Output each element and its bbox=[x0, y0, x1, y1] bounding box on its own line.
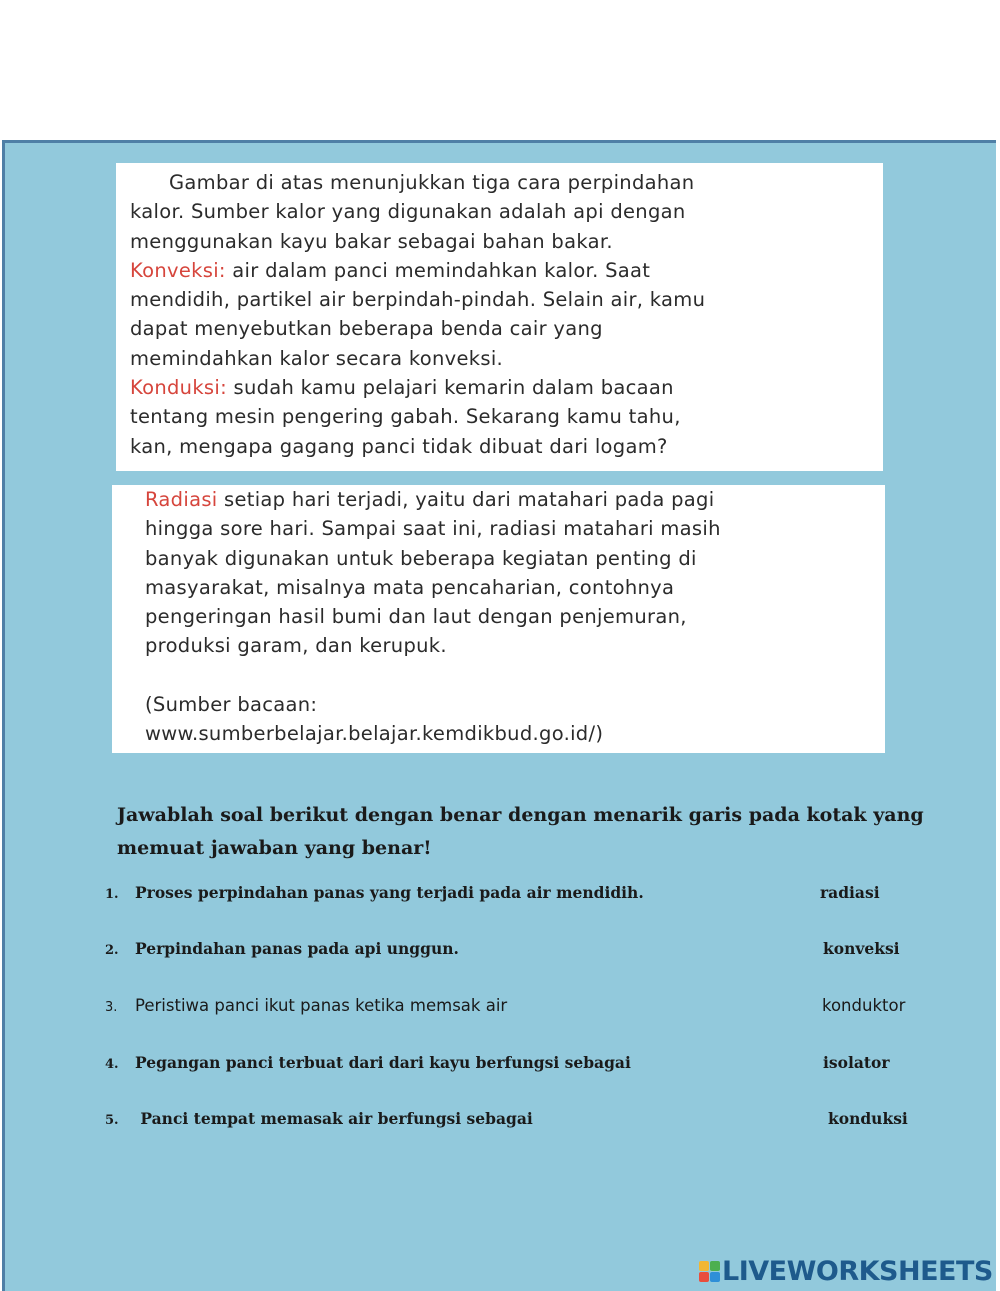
answer-radiasi[interactable]: radiasi bbox=[820, 883, 880, 902]
logo-icon bbox=[699, 1261, 720, 1282]
reading-line: Konduksi: sudah kamu pelajari kemarin dalam bacaan bbox=[130, 376, 674, 400]
term-konduksi: Konduksi: bbox=[130, 376, 227, 400]
reading-line: produksi garam, dan kerupuk. bbox=[145, 634, 447, 658]
question-2: 2. Perpindahan panas pada api unggun. bbox=[105, 939, 459, 958]
reading-box-1 bbox=[116, 163, 883, 471]
logo-text: LIVEWORKSHEETS bbox=[722, 1255, 993, 1287]
reading-line: hingga sore hari. Sampai saat ini, radiasi matahari masih bbox=[145, 517, 721, 541]
reading-line: tentang mesin pengering gabah. Sekarang kamu tahu, bbox=[130, 405, 681, 429]
reading-line: dapat menyebutkan beberapa benda cair yang bbox=[130, 317, 603, 341]
reading-line: menggunakan kayu bakar sebagai bahan bakar. bbox=[130, 229, 613, 253]
answer-isolator[interactable]: isolator bbox=[823, 1053, 890, 1072]
reading-line: banyak digunakan untuk beberapa kegiatan penting di bbox=[145, 546, 697, 570]
answer-konduktor[interactable]: konduktor bbox=[822, 996, 906, 1015]
reading-line: kan, mengapa gagang panci tidak dibuat dari logam? bbox=[130, 434, 668, 458]
source-url: www.sumberbelajar.belajar.kemdikbud.go.id/) bbox=[145, 722, 604, 746]
question-3: 3. Peristiwa panci ikut panas ketika memsak air bbox=[105, 996, 508, 1015]
answer-konveksi[interactable]: konveksi bbox=[823, 939, 900, 958]
reading-line: Konveksi: air dalam panci memindahkan kalor. Saat bbox=[130, 258, 651, 282]
liveworksheets-logo bbox=[699, 1256, 993, 1286]
question-4: 4. Pegangan panci terbuat dari dari kayu berfungsi sebagai bbox=[105, 1053, 631, 1072]
reading-line: pengeringan hasil bumi dan laut dengan penjemuran, bbox=[145, 605, 687, 629]
reading-line: masyarakat, misalnya mata pencaharian, contohnya bbox=[145, 575, 675, 599]
reading-line: Gambar di atas menunjukkan tiga cara perpindahan bbox=[169, 171, 695, 194]
reading-line: kalor. Sumber kalor yang digunakan adalah api dengan bbox=[130, 200, 686, 224]
reading-line: memindahkan kalor secara konveksi. bbox=[130, 346, 504, 370]
question-1: 1. Proses perpindahan panas yang terjadi pada air mendidih. bbox=[105, 883, 644, 902]
instruction-text: Jawablah soal berikut dengan benar dengan menarik garis pada kotak yang memuat jawaban yang benar! bbox=[117, 804, 924, 859]
answer-konduksi[interactable]: konduksi bbox=[828, 1109, 908, 1128]
reading-line: Radiasi setiap hari terjadi, yaitu dari matahari pada pagi bbox=[145, 488, 715, 511]
question-5: 5. Panci tempat memasak air berfungsi sebagai bbox=[105, 1109, 533, 1128]
term-konveksi: Konveksi: bbox=[130, 258, 226, 282]
term-radiasi: Radiasi bbox=[145, 488, 218, 511]
reading-box-2 bbox=[112, 485, 885, 753]
source-label: (Sumber bacaan: bbox=[145, 693, 318, 717]
blank-line bbox=[145, 661, 885, 690]
reading-line: mendidih, partikel air berpindah-pindah. Selain air, kamu bbox=[130, 288, 706, 312]
